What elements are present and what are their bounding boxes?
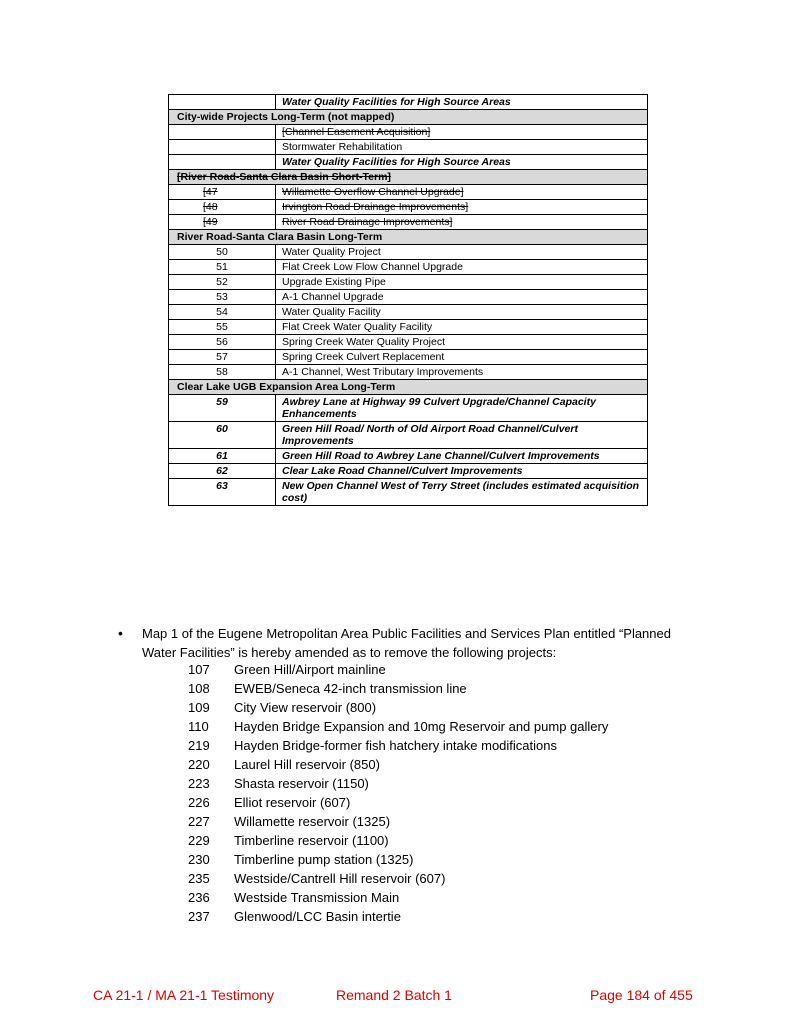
section-title: [River Road-Santa Clara Basin Short-Term] (169, 170, 648, 185)
page-footer (0, 987, 800, 1007)
section-title: River Road-Santa Clara Basin Long-Term (169, 230, 648, 245)
project-description: Awbrey Lane at Highway 99 Culvert Upgrade/Channel Capacity Enhancements (276, 395, 648, 422)
project-description: Water Quality Project (276, 245, 648, 260)
table-row (169, 215, 648, 230)
project-name: City View reservoir (800) (234, 700, 377, 715)
project-description: Irvington Road Drainage Improvements] (276, 200, 648, 215)
project-id: 236 (188, 890, 210, 905)
footer-page-number: Page 184 of 455 (590, 987, 693, 1003)
table-row (169, 140, 648, 155)
list-item (188, 717, 608, 736)
project-description: [Channel Easement Acquisition] (276, 125, 648, 140)
project-number: 52 (169, 275, 276, 290)
table-row (169, 320, 648, 335)
project-id: 110 (188, 719, 209, 734)
footer-batch: Remand 2 Batch 1 (336, 987, 452, 1003)
project-number: 54 (169, 305, 276, 320)
project-id: 230 (188, 852, 210, 867)
project-description: Water Quality Facilities for High Source Areas (276, 155, 648, 170)
project-number: 58 (169, 365, 276, 380)
project-number: 55 (169, 320, 276, 335)
table-row (169, 245, 648, 260)
project-id: 226 (188, 795, 210, 810)
project-number: [47 (169, 185, 276, 200)
project-name: Willamette reservoir (1325) (234, 814, 391, 829)
table-row (169, 464, 648, 479)
project-id: 235 (188, 871, 210, 886)
project-number: 50 (169, 245, 276, 260)
project-id: 107 (188, 662, 210, 677)
list-item (188, 907, 608, 926)
project-description: Spring Creek Water Quality Project (276, 335, 648, 350)
project-name: Westside/Cantrell Hill reservoir (607) (234, 871, 446, 886)
list-item (188, 679, 608, 698)
table-row (169, 449, 648, 464)
table-row (169, 260, 648, 275)
project-number: [49 (169, 215, 276, 230)
project-number (169, 95, 276, 110)
list-item (188, 660, 608, 679)
project-name: Timberline reservoir (1100) (234, 833, 389, 848)
removed-projects-list (188, 660, 608, 926)
project-name: EWEB/Seneca 42-inch transmission line (234, 681, 467, 696)
project-description: A-1 Channel Upgrade (276, 290, 648, 305)
table-row (169, 395, 648, 422)
list-item (188, 850, 608, 869)
project-number (169, 140, 276, 155)
table-row (169, 95, 648, 110)
table-row (169, 335, 648, 350)
list-item (188, 698, 608, 717)
project-number: 60 (169, 422, 276, 449)
project-number: 51 (169, 260, 276, 275)
project-id: 219 (188, 738, 210, 753)
project-description: Upgrade Existing Pipe (276, 275, 648, 290)
project-id: 223 (188, 776, 210, 791)
project-description: Spring Creek Culvert Replacement (276, 350, 648, 365)
project-id: 229 (188, 833, 210, 848)
projects-table (168, 94, 648, 506)
project-id: 108 (188, 681, 210, 696)
table-row (169, 275, 648, 290)
project-name: Westside Transmission Main (234, 890, 400, 905)
table-row (169, 125, 648, 140)
bullet-paragraph (118, 624, 688, 662)
section-title: Clear Lake UGB Expansion Area Long-Term (169, 380, 648, 395)
table-row (169, 479, 648, 506)
project-name: Laurel Hill reservoir (850) (234, 757, 380, 772)
project-id: 237 (188, 909, 210, 924)
project-description: Green Hill Road/ North of Old Airport Road Channel/Culvert Improvements (276, 422, 648, 449)
table-row (169, 350, 648, 365)
project-id: 227 (188, 814, 210, 829)
project-number: [48 (169, 200, 276, 215)
project-id: 220 (188, 757, 210, 772)
project-id: 109 (188, 700, 210, 715)
project-description: Stormwater Rehabilitation (276, 140, 648, 155)
project-name: Hayden Bridge-former fish hatchery intake modifications (234, 738, 557, 753)
table-section-header (169, 380, 648, 395)
table-row (169, 200, 648, 215)
project-description: Willamette Overflow Channel Upgrade] (276, 185, 648, 200)
project-name: Shasta reservoir (1150) (234, 776, 369, 791)
section-title: City-wide Projects Long-Term (not mapped) (169, 110, 648, 125)
project-number: 53 (169, 290, 276, 305)
project-number: 61 (169, 449, 276, 464)
project-description: Clear Lake Road Channel/Culvert Improvements (276, 464, 648, 479)
project-description: Water Quality Facilities for High Source Areas (276, 95, 648, 110)
footer-testimony: CA 21-1 / MA 21-1 Testimony (93, 987, 275, 1003)
table-row (169, 422, 648, 449)
project-number: 59 (169, 395, 276, 422)
projects-table-body (169, 95, 648, 506)
project-number: 56 (169, 335, 276, 350)
list-item (188, 793, 608, 812)
project-name: Hayden Bridge Expansion and 10mg Reservoir and pump gallery (234, 719, 609, 734)
project-description: Water Quality Facility (276, 305, 648, 320)
list-item (188, 831, 608, 850)
list-item (188, 736, 608, 755)
table-row (169, 365, 648, 380)
project-description: River Road Drainage Improvements] (276, 215, 648, 230)
list-item (188, 774, 608, 793)
project-description: Flat Creek Low Flow Channel Upgrade (276, 260, 648, 275)
table-row (169, 305, 648, 320)
table-row (169, 290, 648, 305)
table-row (169, 185, 648, 200)
list-item (188, 869, 608, 888)
project-number (169, 125, 276, 140)
project-description: A-1 Channel, West Tributary Improvements (276, 365, 648, 380)
project-name: Green Hill/Airport mainline (234, 662, 386, 677)
project-name: Timberline pump station (1325) (234, 852, 414, 867)
project-number: 57 (169, 350, 276, 365)
project-number: 62 (169, 464, 276, 479)
project-description: Flat Creek Water Quality Facility (276, 320, 648, 335)
table-section-header (169, 110, 648, 125)
project-number (169, 155, 276, 170)
bullet-icon: • (118, 625, 123, 641)
project-name: Glenwood/LCC Basin intertie (234, 909, 401, 924)
table-row (169, 155, 648, 170)
project-description: Green Hill Road to Awbrey Lane Channel/Culvert Improvements (276, 449, 648, 464)
project-name: Elliot reservoir (607) (234, 795, 351, 810)
project-description: New Open Channel West of Terry Street (includes estimated acquisition cost) (276, 479, 648, 506)
table-section-header (169, 170, 648, 185)
table-section-header (169, 230, 648, 245)
list-item (188, 812, 608, 831)
list-item (188, 888, 608, 907)
project-number: 63 (169, 479, 276, 506)
list-item (188, 755, 608, 774)
bullet-text: Map 1 of the Eugene Metropolitan Area Public Facilities and Services Plan entitled “Planned Water Facilities” is hereby amended as to remove the following projects: (142, 626, 671, 660)
